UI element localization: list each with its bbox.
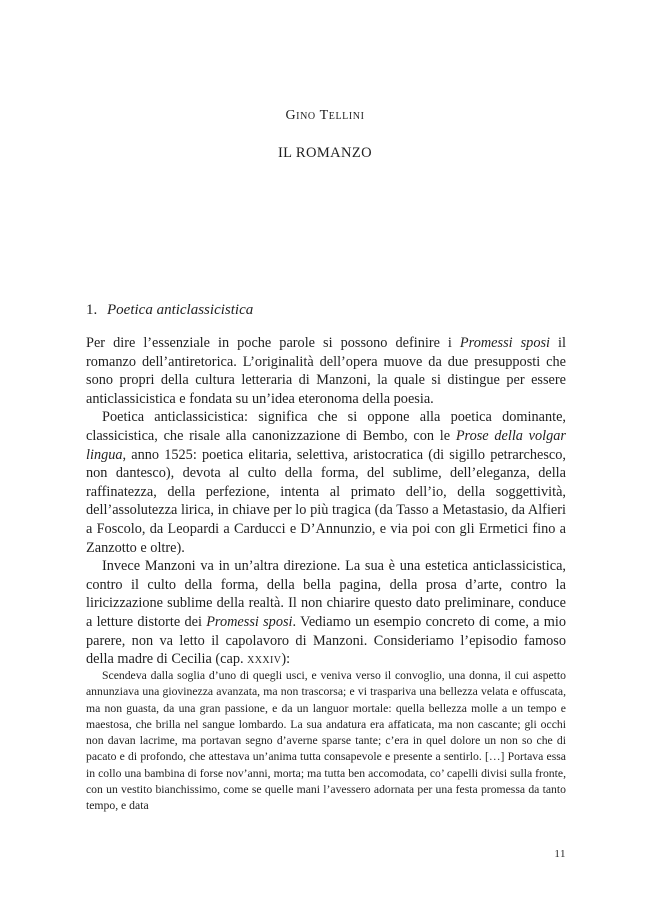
paragraph-text: il romanzo dell’antiretorica. L’originalità dell’opera muove da due presupposti che sono propri della cultura letteraria di Manzoni, la quale si distingue per essere anticlassicistica e fondata su un’idea eteronoma della poesia. [86, 335, 566, 407]
paragraph-text: ): [281, 651, 291, 668]
paragraph-text: . Vediamo un esempio concreto di come, a mio parere, non va letto il capolavoro di Manzoni. Consideriamo l’episodio famoso della madre di Cecilia (cap. [86, 613, 566, 668]
paragraph-text: Per dire l’essenziale in poche parole si possono definire i [86, 335, 460, 351]
section-heading [86, 302, 253, 319]
paragraph-2 [86, 408, 566, 557]
chapter-title: IL ROMANZO [277, 145, 373, 161]
block-quote [86, 668, 566, 815]
section-number: 1. [86, 302, 98, 318]
italic-work-title: Prose della volgar lingua [86, 427, 566, 463]
paragraph-text: Poetica anticlassicistica: significa che si oppone alla poetica dominante, classicistica, che risale alla canonizzazione di Bembo, con le [86, 409, 566, 444]
italic-work-title: Promessi sposi [459, 335, 551, 351]
page-number: 11 [554, 848, 566, 860]
paragraph-1 [86, 334, 566, 408]
italic-work-title: Promessi sposi [206, 613, 293, 630]
author-name: Gino Tellini [285, 108, 365, 123]
paragraph-text: , anno 1525: poetica elitaria, selettiva, aristocratica (di sigillo petrarchesco, non dantesco), devota al culto della forma, del sublime, dell’eleganza, della raffinatezza, della perfezione, intenta al primato dell’io, della soggettività, dell’assolutezza lirica, in chiave per lo più tragica (da Tasso a Metastasio, da Alfieri a Foscolo, da Leopardi a Carducci e D’Annunzio, e via poi con gli Ermetici fino a Zanzotto e oltre). [86, 446, 566, 556]
quote-text: Scendeva dalla soglia d’uno di quegli usci, e veniva verso il convoglio, una donna, il cui aspetto annunziava una giovinezza avanzata, ma non trascorsa; e vi traspariva una bellezza velata e offuscata, ma non guasta, da una gran passione, e da un languor mortale: quella bellezza molle a un tempo e maestosa, che brilla nel sangue lombardo. La sua andatura era affaticata, ma non cascante; gli occhi non davan lacrime, ma portavan segno d’averne sparse tante; c’era in quel dolore un non so che di pacato e di profondo, che attestava un’anima tutta consapevole e presente a sentirlo. […] Portava essa in collo una bambina di forse nov’anni, morta; ma tutta ben accomodata, co’ capelli divisi sulla fronte, con un vestito bianchissimo, come se quelle mani l’avessero adornata per una festa promessa da tanto tempo, e data [86, 669, 566, 813]
paragraph-text: Invece Manzoni va in un’altra direzione. La sua è una estetica anticlassicistica, contro il culto della forma, della bella pagina, della prosa d’arte, contro la liricizzazione sublime della realtà. Il non chiarire questo dato preliminare, conduce a letture distorte dei [86, 558, 566, 630]
paragraph-3 [86, 557, 566, 669]
section-title: Poetica anticlassicistica [107, 302, 254, 318]
chapter-roman-numeral: xxxiv [247, 651, 282, 668]
body-text [86, 334, 566, 669]
